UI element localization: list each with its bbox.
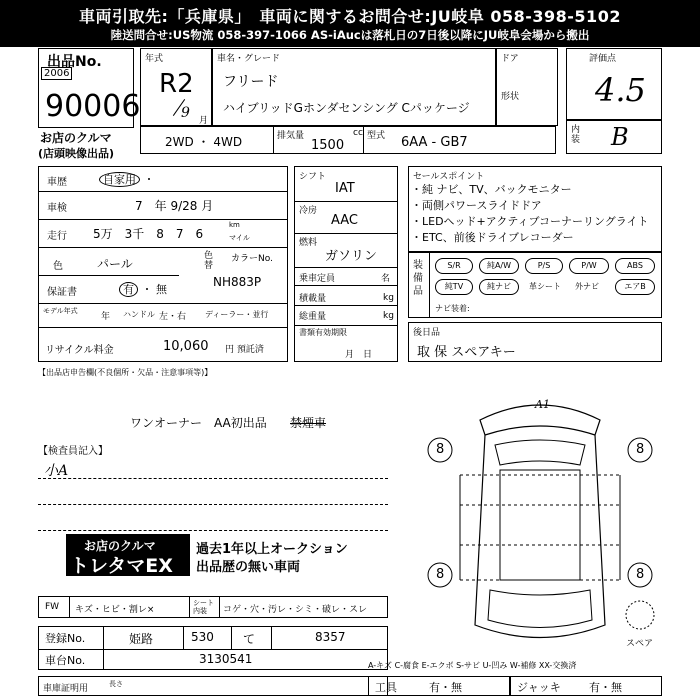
shop-car-title: お店のクルマ xyxy=(40,131,112,145)
recycle-value: 10,060 xyxy=(163,339,209,354)
mileage-value: 5万 3千 8 7 6 xyxy=(93,227,204,241)
equip-tv: 純TV xyxy=(435,279,473,295)
era-value: R2 xyxy=(159,69,194,99)
name-cell: 車名・グレード フリード ハイブリッドGホンダセンシング Cパッケージ xyxy=(212,48,496,126)
shop-car-sub: (店頭映像出品) xyxy=(38,147,115,160)
equip-aw: 純A/W xyxy=(479,258,519,274)
garage-cert: 車庫証明用 長さ xyxy=(38,676,388,696)
after-items-value: 取 保 スペアキー xyxy=(417,345,516,360)
model-value: 6AA - GB7 xyxy=(401,135,468,150)
car-name: フリード xyxy=(223,74,279,90)
equip-sr: S/R xyxy=(435,258,473,274)
inspector-mark: 小A xyxy=(44,463,69,479)
door-cell: ドア 形状 xyxy=(496,48,558,126)
car-damage-diagram xyxy=(420,395,660,655)
banner-line1: 車両引取先:「兵庫県」 車両に関するお問合せ:JU岐阜 058-398-5102 xyxy=(79,7,621,26)
trunk xyxy=(488,590,592,628)
tire-rl-value: 8 xyxy=(436,567,445,582)
defects-row: FW キズ・ヒビ・割レ× シート内装 コゲ・穴・汚レ・シミ・破レ・スレ xyxy=(38,596,388,618)
equip-ext-navi: 外ナビ xyxy=(575,282,599,291)
sales-point-item: ・ETC、前後ドライブレコーダー xyxy=(411,231,574,244)
hood xyxy=(495,440,585,465)
lot-label: 出品No. xyxy=(47,54,102,70)
sales-points: セールスポイント ・純 ナビ、TV、バックモニター ・両側パワースライドドア ・LEDヘッド+アクティブコーナーリングライト ・ETC、前後ドライブレコーダー xyxy=(408,166,662,252)
equip-pw: P/W xyxy=(569,258,609,274)
equip-airbag: エアB xyxy=(615,279,655,295)
vehicle-info-table: 車歴 自家用 ・ 車検 7 年 9/28 月 走行 5万 3千 8 7 6 km マイル 色 パール 色替 カラーNo. NH883P 保証書 有 ・ 無 モデル年式 年 ハンドル 左・右 ディーラー・並行 リサイクル料金 10,060 円 預託済 xyxy=(38,166,288,362)
spare-tire xyxy=(626,601,654,629)
reg-number: 8357 xyxy=(315,630,346,644)
registration: 登録No. 姫路 530 て 8357 車台No. 3130541 xyxy=(38,626,388,670)
spec-table: シフト IAT 冷房 AAC 燃料 ガソリン 乗車定員 名 積載量 kg 総重量 kg 書類有効期限 月 日 xyxy=(294,166,398,362)
equip-ps: P/S xyxy=(525,258,563,274)
sales-point-item: ・LEDヘッド+アクティブコーナーリングライト xyxy=(411,215,649,228)
lot-box xyxy=(38,48,141,128)
car-body xyxy=(475,435,605,638)
tire-fr-value: 8 xyxy=(636,442,645,457)
displacement-value: 1500 xyxy=(311,138,345,153)
inspection-value: 7 年 9/28 月 xyxy=(135,199,214,213)
jack-box: ジャッキ 有・無 xyxy=(510,676,662,696)
after-items: 後日品 取 保 スペアキー xyxy=(408,322,662,362)
damage-mark-a1: A1 xyxy=(535,398,550,411)
car-grade: ハイブリッドGホンダセンシング Cパッケージ xyxy=(223,101,470,115)
color-value: パール xyxy=(97,257,133,271)
year-cell: 年式 R2 9 月 xyxy=(140,48,212,126)
drive-row: 2WD ・ 4WD 排気量 cc 1500 型式 6AA - GB7 xyxy=(140,126,556,154)
notes-header: 【出品店申告欄(不良個所・欠品・注意事項等)】 xyxy=(38,368,213,377)
header-banner xyxy=(0,0,700,47)
banner-line2: 陸送問合せ:US物流 058-397-1066 AS-iAucは落札日の7日後以降にJU岐阜会場から搬出 xyxy=(110,28,590,42)
fuel-value: ガソリン xyxy=(325,249,378,264)
warranty-yes: 有 xyxy=(119,282,138,297)
reg-kana: て xyxy=(243,632,256,646)
shift-value: IAT xyxy=(335,181,355,196)
equip-navi: 純ナビ xyxy=(479,279,519,295)
history-value: 自家用 xyxy=(99,172,140,187)
damage-legend: A-キズ C-腐食 E-エクボ S-サビ U-凹み W-補修 XX-交換済 xyxy=(368,661,577,670)
tire-fl-value: 8 xyxy=(436,442,445,457)
tools-box: 工具 有・無 xyxy=(368,676,510,696)
roof xyxy=(500,470,580,580)
score-cell: 評価点 4.5 xyxy=(566,48,662,120)
reg-class: 530 xyxy=(191,630,214,644)
spare-label: スペア xyxy=(626,639,654,649)
notes-no-smoking: 禁煙車 xyxy=(290,416,327,430)
interior-value: B xyxy=(611,123,629,151)
notes-text: ワンオーナー AA初出品 xyxy=(130,416,267,430)
reg-city: 姫路 xyxy=(129,632,154,646)
interior-cell: 内装 B xyxy=(566,120,662,154)
sales-point-item: ・純 ナビ、TV、バックモニター xyxy=(411,183,572,196)
tire-rr-value: 8 xyxy=(636,567,645,582)
inspector-label: 【検査員記入】 xyxy=(38,446,108,457)
score-value: 4.5 xyxy=(595,71,646,109)
ac-value: AAC xyxy=(331,213,358,228)
promo-title: トレタマEX xyxy=(70,555,173,577)
equip-leather: 革シート xyxy=(529,282,561,291)
lot-number: 90006 xyxy=(45,89,141,124)
equipment: 装備品 S/R 純A/W P/S P/W ABS 純TV 純ナビ 革シート 外ナビ エアB ナビ装着: xyxy=(408,252,662,318)
month-value: 9 xyxy=(181,105,190,121)
lot-year-tag: 2006 xyxy=(41,67,72,80)
color-no: NH883P xyxy=(213,275,262,289)
sales-point-item: ・両側パワースライドドア xyxy=(411,199,542,212)
chassis-number: 3130541 xyxy=(199,652,253,666)
equip-abs: ABS xyxy=(615,258,655,274)
